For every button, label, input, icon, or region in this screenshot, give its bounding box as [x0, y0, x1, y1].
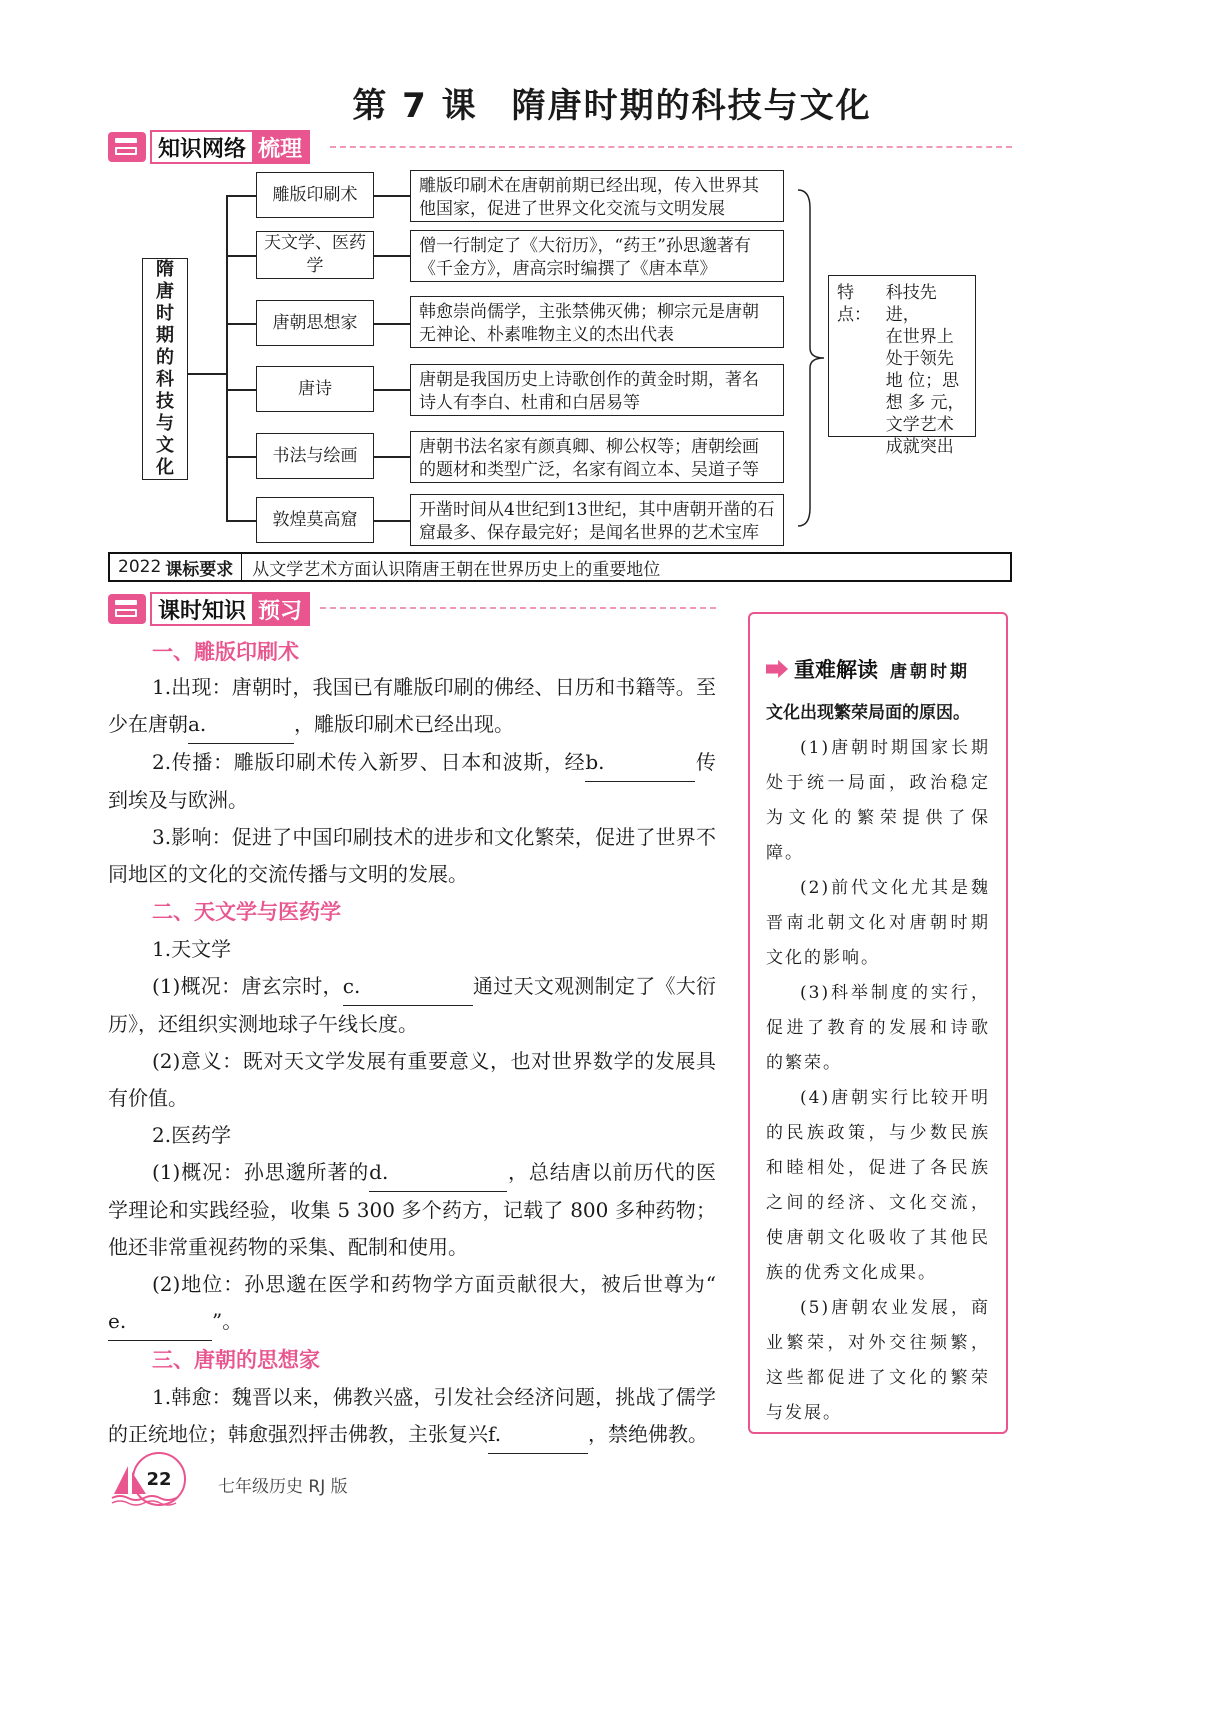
- connector: [188, 373, 226, 375]
- section-header-preview: [108, 592, 310, 626]
- heading-printing: 一、雕版印刷术: [152, 640, 299, 664]
- paragraph: 1.天文学: [152, 937, 232, 961]
- network-cat-art: 书法与绘画: [256, 433, 374, 479]
- connector: [226, 323, 256, 325]
- section-title-a: 知识网络: [152, 132, 252, 162]
- paragraph: 2.传播：雕版印刷术传入新罗、日本和波斯，经b. 传到埃及与欧洲。: [108, 744, 716, 819]
- paragraph: 1.韩愈：魏晋以来，佛教兴盛，引发社会经济问题，挑战了儒学的正统地位；韩愈强烈抨击佛教，主张复兴f. ，禁绝佛教。: [108, 1379, 716, 1454]
- divider: [320, 607, 716, 609]
- section-title-a: 课时知识: [152, 594, 252, 624]
- network-desc-poetry: 唐朝是我国历史上诗歌创作的黄金时期，著名诗人有李白、杜甫和白居易等: [410, 364, 784, 416]
- lesson-name: 隋唐时期的科技与文化: [511, 86, 872, 126]
- connector: [374, 255, 410, 257]
- sidebar-paragraph: (5)唐朝农业发展，商业繁荣，对外交往频繁，这些都促进了文化的繁荣与发展。: [766, 1298, 990, 1423]
- sidebar-subtitle: 文化出现繁荣局面的原因。: [766, 703, 970, 723]
- blank-b: b.: [585, 744, 695, 782]
- section-title-b: 梳理: [252, 132, 308, 162]
- paragraph: (1)概况：孙思邈所著的d. ，总结唐以前历代的医学理论和实践经验，收集 5 300 多个药方，记载了 800 多种药物；他还非常重视药物的采集、配制和使用。: [108, 1154, 716, 1266]
- sidebar-paragraph: (1)唐朝时期国家长期处于统一局面，政治稳定为文化的繁荣提供了保障。: [766, 738, 990, 863]
- paragraph: (2)意义：既对天文学发展有重要意义，也对世界数学的发展具有价值。: [108, 1049, 716, 1110]
- sidebar-paragraph: (3)科举制度的实行，促进了教育的发展和诗歌的繁荣。: [766, 983, 990, 1073]
- sidebar-paragraph: (2)前代文化尤其是魏晋南北朝文化对唐朝时期文化的影响。: [766, 878, 990, 968]
- section-header-network: [108, 130, 310, 164]
- network-cat-thinkers: 唐朝思想家: [256, 300, 374, 346]
- connector: [374, 389, 410, 391]
- connector: [226, 520, 256, 522]
- connector: [374, 520, 410, 522]
- curriculum-requirement: [108, 552, 1012, 582]
- blank-d: d.: [369, 1154, 507, 1192]
- paragraph: 1.出现：唐朝时，我国已有雕版印刷的佛经、日历和书籍等。至少在唐朝a. ，雕版印刷术已经出现。: [108, 669, 716, 744]
- key-points-sidebar: [748, 612, 1008, 1434]
- connector: [374, 456, 410, 458]
- connector: [226, 456, 256, 458]
- network-desc-printing: 雕版印刷术在唐朝前期已经出现，传入世界其他国家，促进了世界文化交流与文明发展: [410, 170, 784, 222]
- connector: [374, 323, 410, 325]
- blank-f: f.: [488, 1416, 588, 1454]
- connector: [226, 195, 256, 197]
- paragraph: (1)概况：唐玄宗时，c. 通过天文观测制定了《大衍历》，还组织实测地球子午线长度。: [108, 968, 716, 1043]
- paragraph: (2)地位：孙思邈在医学和药物学方面贡献很大，被后世尊为“e. ”。: [108, 1266, 716, 1341]
- blank-c: c.: [343, 968, 473, 1006]
- network-cat-astronomy: 天文学、医药学: [256, 231, 374, 279]
- network-root: 隋 唐 时 期 的 科 技 与 文 化: [142, 258, 188, 480]
- heading-thinkers: 三、唐朝的思想家: [152, 1348, 320, 1372]
- connector: [374, 195, 410, 197]
- section-title-b: 预习: [252, 594, 308, 624]
- paragraph: 3.影响：促进了中国印刷技术的进步和文化繁荣，促进了世界不同地区的文化的交流传播与文明的发展。: [108, 825, 716, 886]
- network-cat-printing: 雕版印刷术: [256, 172, 374, 218]
- lesson-number: 第 7 课: [352, 86, 478, 126]
- page-number: 22: [132, 1452, 186, 1506]
- page-title: [0, 78, 1224, 127]
- sidebar-title: 重难解读 唐朝时期: [766, 654, 990, 684]
- blank-a: a.: [188, 706, 294, 744]
- connector: [226, 255, 256, 257]
- requirement-year: 2022: [118, 557, 162, 577]
- network-desc-art: 唐朝书法名家有颜真卿、柳公权等；唐朝绘画的题材和类型广泛，名家有阎立本、吴道子等: [410, 431, 784, 483]
- connector: [226, 389, 256, 391]
- connector: [226, 195, 228, 520]
- network-desc-thinkers: 韩愈崇尚儒学，主张禁佛灭佛；柳宗元是唐朝无神论、朴素唯物主义的杰出代表: [410, 296, 784, 348]
- book-icon: [108, 594, 146, 624]
- network-desc-dunhuang: 开凿时间从4世纪到13世纪，其中唐朝开凿的石窟最多、保存最完好；是闻名世界的艺术宝库: [410, 494, 784, 546]
- requirement-text: 从文学艺术方面认识隋唐王朝在世界历史上的重要地位: [252, 559, 661, 580]
- network-cat-poetry: 唐诗: [256, 366, 374, 412]
- paragraph: 2.医药学: [152, 1123, 232, 1147]
- network-desc-astronomy: 僧一行制定了《大衍历》，“药王”孙思邈著有《千金方》，唐高宗时编撰了《唐本草》: [410, 230, 784, 282]
- sidebar-paragraph: (4)唐朝实行比较开明的民族政策，与少数民族和睦相处，促进了各民族之间的经济、文化交流，使唐朝文化吸收了其他民族的优秀文化成果。: [766, 1088, 990, 1283]
- network-cat-dunhuang: 敦煌莫高窟: [256, 497, 374, 543]
- footer-text: 七年级历史 RJ 版: [218, 1477, 348, 1497]
- brace-icon: [796, 188, 830, 528]
- divider: [330, 146, 1012, 148]
- arrow-icon: [766, 660, 788, 678]
- main-content: [108, 635, 716, 1454]
- requirement-label: 课标要求: [165, 559, 234, 580]
- blank-e: e.: [108, 1303, 212, 1341]
- feature-box: 特点： 科技先进， 在世界上 处于领先 地 位；思 想 多 元， 文学艺术 成就突出: [828, 275, 976, 437]
- feature-label: 特点：: [837, 283, 871, 325]
- heading-astronomy: 二、天文学与医药学: [152, 900, 341, 924]
- book-icon: [108, 132, 146, 162]
